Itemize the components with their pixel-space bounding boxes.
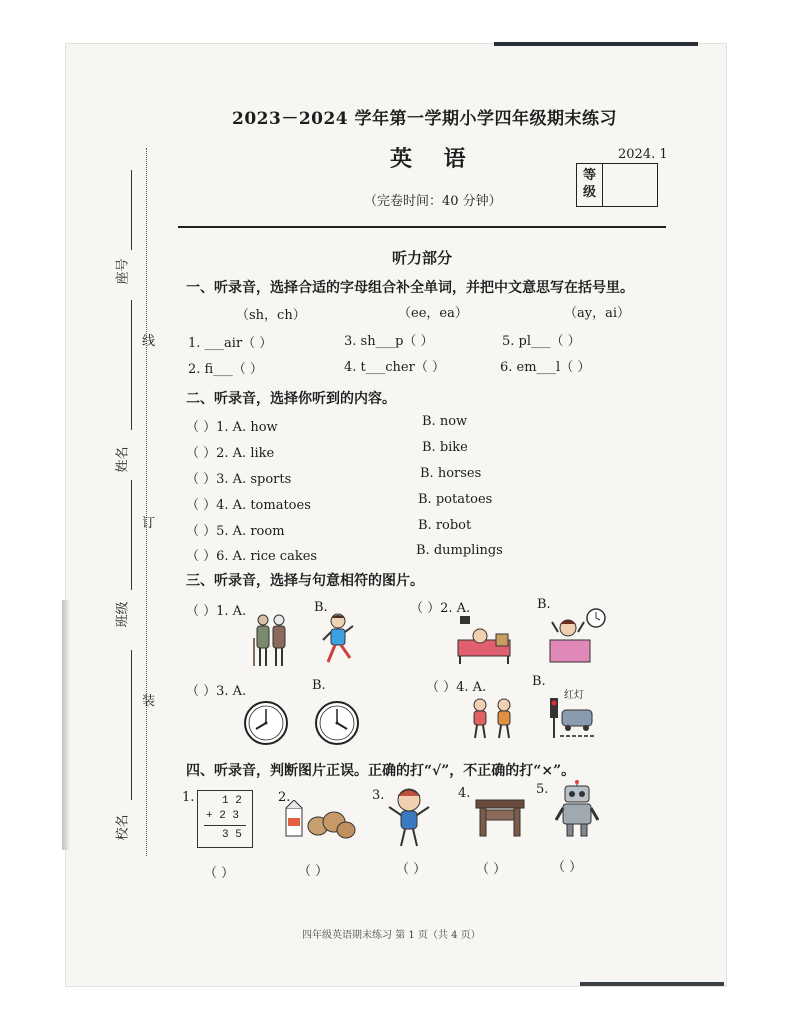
school-label: 校名 bbox=[115, 814, 131, 841]
s2-option-b[interactable]: B. dumplings bbox=[416, 543, 503, 558]
traffic-light-label: 红灯 bbox=[564, 690, 584, 701]
header-rule bbox=[178, 226, 666, 228]
two-kids-picture bbox=[466, 696, 518, 740]
s1-item-4[interactable]: 4. t___cher（ ） bbox=[344, 360, 445, 375]
s3-q1[interactable]: （ ）1. A. bbox=[186, 604, 247, 619]
exam-title: 2023－2024 学年第一学期小学四年级期末练习 bbox=[232, 109, 618, 129]
s2-option-a[interactable]: （ ）5. A. room bbox=[186, 524, 285, 539]
seat-label: 座号 bbox=[115, 258, 131, 285]
math-line bbox=[204, 825, 246, 826]
boy-in-bed-picture bbox=[456, 614, 512, 666]
s3-q4[interactable]: （ ）4. A. bbox=[426, 680, 487, 695]
section3-title: 三、听录音，选择与句意相符的图片。 bbox=[186, 573, 424, 589]
s2-option-b[interactable]: B. bike bbox=[422, 440, 468, 455]
class-label: 班级 bbox=[115, 601, 131, 628]
old-couple-picture bbox=[250, 612, 294, 668]
s4-answer-2[interactable]: （ ） bbox=[298, 864, 329, 879]
s3-q3-b: B. bbox=[312, 678, 326, 693]
name-underline bbox=[131, 300, 132, 430]
math-equation-picture bbox=[197, 790, 253, 848]
s2-option-a[interactable]: （ ）4. A. tomatoes bbox=[186, 498, 311, 513]
binding-xian: 线 bbox=[142, 334, 156, 349]
s4-num-4: 4. bbox=[458, 786, 471, 801]
class-underline bbox=[131, 480, 132, 590]
group-1: （sh，ch） bbox=[236, 308, 306, 323]
s4-num-5: 5. bbox=[536, 782, 549, 797]
math-row-2: + 2 3 bbox=[206, 810, 240, 822]
s4-num-1: 1. bbox=[182, 790, 195, 805]
s3-q3[interactable]: （ ）3. A. bbox=[186, 684, 247, 699]
s3-q2-b: B. bbox=[537, 597, 551, 612]
girl-waking-picture bbox=[548, 606, 608, 668]
s4-num-3: 3. bbox=[372, 788, 385, 803]
s2-option-a[interactable]: （ ）3. A. sports bbox=[186, 472, 292, 487]
seat-underline bbox=[131, 170, 132, 250]
paper-edge-top bbox=[494, 42, 698, 46]
paper-edge-bottom bbox=[580, 982, 724, 986]
clock-a-icon bbox=[243, 700, 289, 746]
binding-dotted-line bbox=[146, 148, 147, 856]
s2-option-a[interactable]: （ ）1. A. how bbox=[186, 420, 278, 435]
section2-title: 二、听录音，选择你听到的内容。 bbox=[186, 391, 396, 407]
exam-time: （完卷时间：40 分钟） bbox=[364, 194, 502, 209]
s4-answer-3[interactable]: （ ） bbox=[396, 862, 427, 877]
s3-q1-b: B. bbox=[314, 600, 328, 615]
s2-option-b[interactable]: B. horses bbox=[420, 466, 482, 481]
s4-answer-1[interactable]: （ ） bbox=[204, 866, 235, 881]
s2-option-b[interactable]: B. robot bbox=[418, 518, 472, 533]
grade-box bbox=[576, 163, 658, 207]
math-row-3: 3 5 bbox=[222, 829, 242, 841]
listening-title: 听力部分 bbox=[392, 249, 453, 267]
s2-option-b[interactable]: B. potatoes bbox=[418, 492, 493, 507]
s1-item-2[interactable]: 2. fi___（ ） bbox=[188, 362, 263, 377]
desk-picture bbox=[474, 798, 526, 838]
school-underline bbox=[131, 650, 132, 800]
milk-and-potatoes-picture bbox=[284, 800, 360, 840]
page-footer: 四年级英语期末练习 第 1 页（共 4 页） bbox=[302, 930, 481, 941]
s2-option-b[interactable]: B. now bbox=[422, 414, 468, 429]
dancing-boy-picture bbox=[384, 786, 434, 850]
s3-q4-b: B. bbox=[532, 674, 546, 689]
page-shadow bbox=[62, 600, 70, 850]
section1-title: 一、听录音，选择合适的字母组合补全单词，并把中文意思写在括号里。 bbox=[186, 280, 634, 296]
group-3: （ay，ai） bbox=[564, 306, 631, 321]
exam-date: 2024. 1 bbox=[618, 147, 668, 162]
s4-answer-4[interactable]: （ ） bbox=[476, 862, 507, 877]
traffic-light-picture bbox=[546, 698, 596, 740]
s1-item-5[interactable]: 5. pl___（ ） bbox=[502, 334, 581, 349]
binding-zhuang: 装 bbox=[142, 694, 156, 709]
clock-b-icon bbox=[314, 700, 360, 746]
s1-item-1[interactable]: 1. ___air（ ） bbox=[188, 336, 273, 351]
s1-item-6[interactable]: 6. em___l（ ） bbox=[500, 360, 591, 375]
running-boy-picture bbox=[320, 612, 356, 668]
math-row-1: 1 2 bbox=[222, 795, 242, 807]
group-2: （ee，ea） bbox=[398, 306, 468, 321]
grade-label: 等级 bbox=[577, 164, 603, 206]
robot-picture bbox=[554, 780, 600, 838]
s4-answer-5[interactable]: （ ） bbox=[552, 860, 583, 875]
s1-item-3[interactable]: 3. sh___p（ ） bbox=[344, 334, 434, 349]
binding-ding: 订 bbox=[142, 516, 156, 531]
section4-title: 四、听录音，判断图片正误。正确的打“√”，不正确的打“×”。 bbox=[186, 763, 576, 779]
name-label: 姓名 bbox=[115, 446, 131, 473]
s2-option-a[interactable]: （ ）2. A. like bbox=[186, 446, 275, 461]
s2-option-a[interactable]: （ ）6. A. rice cakes bbox=[186, 549, 318, 564]
s3-q2[interactable]: （ ）2. A. bbox=[410, 601, 471, 616]
subject-title: 英 语 bbox=[390, 146, 478, 172]
s4-num-2: 2. bbox=[278, 790, 291, 805]
